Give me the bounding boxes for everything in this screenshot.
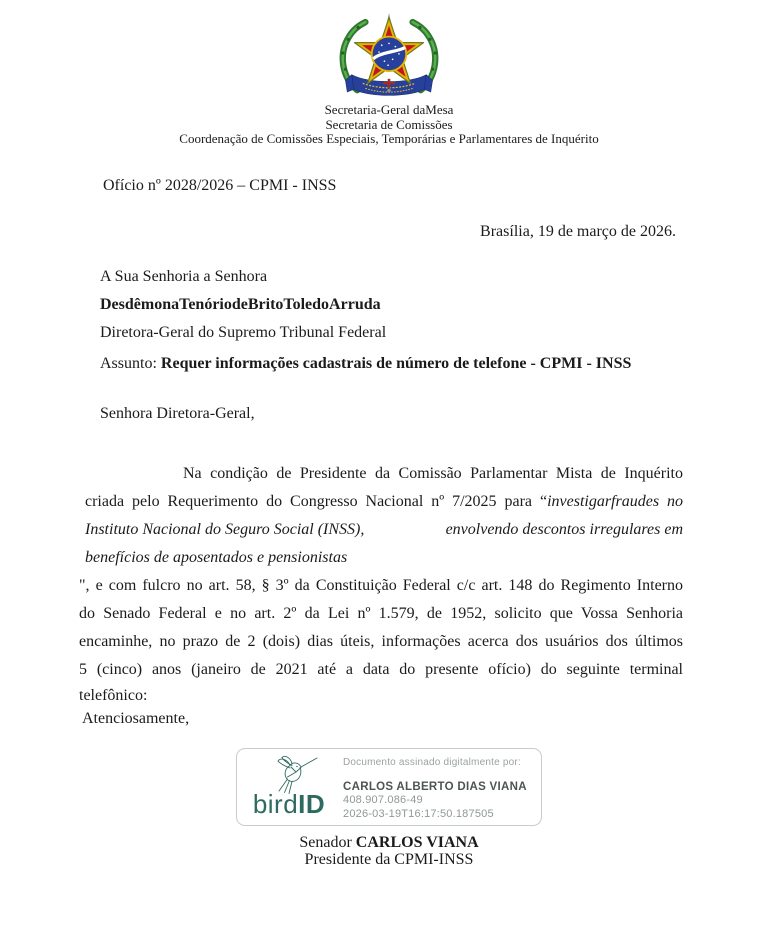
body-p2-line4: 5 (cinco) anos (janeiro de 2021 até a data do presente ofício) do seguinte terminal — [79, 660, 683, 678]
senator-role-line: Presidente da CPMI-INSS — [304, 851, 474, 868]
salutation: Senhora Diretora-Geral, — [100, 404, 255, 422]
body-paragraph-2 — [79, 572, 683, 708]
birdid-logo — [237, 749, 341, 825]
subject-label: Assunto: — [100, 354, 161, 372]
letterhead-line-2: Secretaria de Comissões — [325, 116, 453, 132]
signature-details — [341, 749, 541, 825]
addressee-honorific: A Sua Senhoria a Senhora — [100, 267, 268, 285]
body-p2-line3: encaminhe, no prazo de 2 (dois) dias úteis, informações acerca dos usuários dos últimos — [79, 632, 683, 650]
signature-signed-by-label: Documento assinado digitalmente por: — [343, 756, 521, 768]
senator-prefix: Senador — [299, 833, 356, 851]
body-p1-line2-italic: investigarfraudes no — [547, 492, 683, 510]
signature-timestamp: 2026-03-19T16:17:50.187505 — [343, 807, 494, 820]
body-p1-line3-left: Instituto Nacional do Seguro Social (INSS), — [85, 520, 365, 538]
body-p2-line2: do Senado Federal e no art. 2º da Lei nº 1.579, de 1952, solicito que Vossa Senhoria — [79, 604, 683, 622]
body-paragraph-1 — [85, 460, 683, 572]
digital-signature-badge — [236, 748, 542, 826]
body-p1-line2 — [85, 488, 683, 516]
place-date-line: Brasília, 19 de março de 2026. — [480, 222, 676, 240]
letterhead-line-1: Secretaria-Geral daMesa — [324, 102, 454, 117]
signature-signer-name: CARLOS ALBERTO DIAS VIANA — [343, 780, 527, 793]
body-p2-line5: telefônico: — [79, 686, 148, 704]
body-p2-line1: ", e com fulcro no art. 58, § 3º da Constituição Federal c/c art. 148 do Regimento Interno — [79, 576, 683, 594]
birdid-logo-id: ID — [298, 788, 326, 819]
body-p1-line3-right: envolvendo descontos irregulares em — [445, 520, 683, 538]
closing-valediction: Atenciosamente, — [82, 709, 190, 727]
body-p1-line2-normal: criada pelo Requerimento do Congresso Nacional nº 7/2025 para “ — [85, 492, 548, 510]
body-p1-line3 — [85, 516, 683, 544]
addressee-title: Diretora-Geral do Supremo Tribunal Federal — [100, 323, 387, 341]
body-p1-line1: Na condição de Presidente da Comissão Parlamentar Mista de Inquérito — [183, 464, 683, 482]
body-p1-line4: benefícios de aposentados e pensionistas — [85, 548, 348, 566]
brazil-coat-of-arms-icon — [330, 12, 448, 103]
senator-signature-line — [0, 834, 778, 852]
senator-name: CARLOS VIANA — [355, 833, 479, 851]
birdid-logo-bird: bird — [252, 788, 299, 819]
signature-signer-cpf: 408.907.086-49 — [343, 794, 423, 806]
addressee-name: DesdêmonaTenóriodeBritoToledoArruda — [100, 295, 381, 313]
subject-text: Requer informações cadastrais de número de telefone - CPMI - INSS — [160, 354, 632, 372]
oficio-number-line: Ofício nº 2028/2026 – CPMI - INSS — [103, 176, 337, 194]
addressee-block — [100, 263, 676, 347]
subject-line — [100, 354, 676, 373]
letterhead — [0, 12, 778, 147]
letterhead-line-3: Coordenação de Comissões Especiais, Temporárias e Parlamentares de Inquérito — [179, 131, 599, 146]
birdid-logo-text — [252, 788, 326, 819]
